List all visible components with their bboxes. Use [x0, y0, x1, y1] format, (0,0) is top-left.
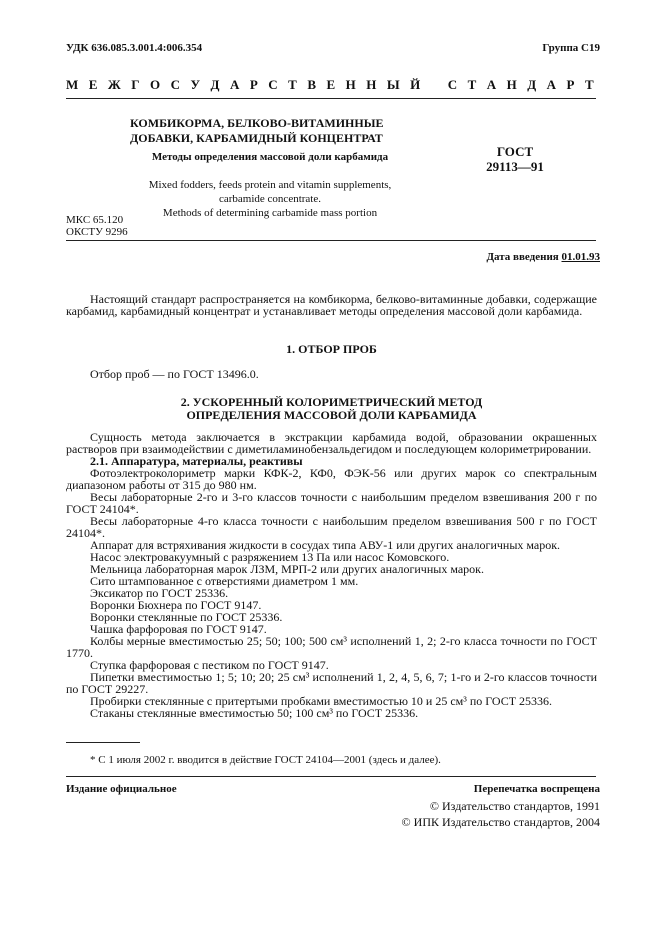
equipment-item: Ступка фарфоровая с пестиком по ГОСТ 9147.	[90, 658, 329, 672]
intro-date	[486, 251, 600, 263]
gost-code: 29113—91	[486, 159, 544, 174]
standard-banner	[66, 77, 596, 93]
equipment-item: Колбы мерные вместимостью 25; 50; 100; 500 см³ исполнений 1, 2; 2-го класса точности по ГОСТ 1770.	[66, 634, 597, 660]
equipment-item: Пипетки вместимостью 1; 5; 10; 20; 25 см³ исполнений 1, 2, 4, 5, 6, 7; 1-го и 2-го классов точности по ГОСТ 29227.	[66, 670, 597, 696]
banner-letter: Т	[288, 77, 299, 92]
english-title-line-2: carbamide concentrate.	[219, 193, 321, 205]
banner-letter: Н	[366, 77, 379, 92]
official-edition-label: Издание официальное	[66, 783, 177, 795]
banner-letter: О	[150, 77, 163, 92]
banner-letter: Д	[210, 77, 222, 92]
banner-letter: В	[307, 77, 318, 92]
header-rule	[66, 98, 596, 99]
banner-letter: Р	[249, 77, 260, 92]
banner-letter: С	[447, 77, 460, 92]
banner-letter: У	[190, 77, 203, 92]
intro-date-value: 01.01.93	[561, 251, 600, 263]
footnote-rule	[66, 742, 140, 743]
banner-letter: Н	[345, 77, 358, 92]
banner-letter: А	[546, 77, 559, 92]
equipment-item: Чашка фарфоровая по ГОСТ 9147.	[90, 622, 267, 636]
intro-date-label: Дата введения	[486, 251, 562, 263]
section-1-title: 1. ОТБОР ПРОБ	[286, 342, 377, 356]
banner-letter: С	[170, 77, 183, 92]
essence-paragraph: Сущность метода заключается в экстракции карбамида водой, образовании окрашенных растворов при взаимодействии с диметиламинобензальдегидом и последующем колориметрировании.	[66, 430, 597, 456]
copyright-2004: © ИПК Издательство стандартов, 2004	[401, 815, 600, 829]
equipment-item: Воронки стеклянные по ГОСТ 25336.	[90, 610, 283, 624]
equipment-item: Насос электровакуумный с разряжением 13 Па или насос Комовского.	[90, 550, 450, 564]
banner-letter: Й	[410, 77, 423, 92]
banner-letter: Т	[467, 77, 479, 92]
group-code: Группа С19	[542, 42, 600, 54]
equipment-item: Эксикатор по ГОСТ 25336.	[90, 586, 229, 600]
banner-letter: С	[268, 77, 280, 92]
banner-letter: А	[229, 77, 242, 92]
title-line-2: ДОБАВКИ, КАРБАМИДНЫЙ КОНЦЕНТРАТ	[130, 131, 383, 145]
banner-letter: А	[486, 77, 499, 92]
copyright-1991: © Издательство стандартов, 1991	[429, 799, 600, 813]
banner-letter: Ж	[107, 77, 123, 92]
banner-letter: Д	[527, 77, 539, 92]
banner-letter: Г	[131, 77, 142, 92]
banner-letter: Т	[584, 77, 596, 92]
gost-number	[460, 144, 570, 174]
footnote: * С 1 июля 2002 г. вводится в действие ГОСТ 24104—2001 (здесь и далее).	[90, 754, 441, 766]
subsection-2-1-title: 2.1. Аппаратура, материалы, реактивы	[90, 454, 303, 468]
footer-rule	[66, 776, 596, 777]
banner-letter: Е	[88, 77, 100, 92]
english-title-line-1: Mixed fodders, feeds protein and vitamin supplements,	[148, 179, 392, 191]
section-2-title	[66, 396, 597, 422]
equipment-item: Аппарат для встряхивания жидкости в сосудах типа АВУ-1 или других аналогичных марок.	[90, 538, 561, 552]
mks-code: МКС 65.120	[66, 214, 124, 226]
equipment-item: Воронки Бюхнера по ГОСТ 9147.	[90, 598, 262, 612]
udk-code: УДК 636.085.3.001.4:006.354	[66, 42, 203, 54]
equipment-item: Сито штампованное с отверстиями диаметром 1 мм.	[90, 574, 359, 588]
title-line-1: КОМБИКОРМА, БЕЛКОВО-ВИТАМИННЫЕ	[130, 116, 384, 130]
banner-letter: Р	[566, 77, 577, 92]
equipment-item: Стаканы стеклянные вместимостью 50; 100 см³ по ГОСТ 25336.	[90, 706, 419, 720]
equipment-item: Весы лабораторные 4-го класса точности с наибольшим пределом взвешивания 500 г по ГОСТ 24104*.	[66, 514, 597, 540]
english-title	[130, 178, 410, 220]
gost-label: ГОСТ	[496, 144, 534, 159]
english-title-line-3: Methods of determining carbamide mass portion	[162, 207, 378, 219]
banner-letter: Ы	[386, 77, 402, 92]
title-rule	[66, 240, 596, 241]
reprint-notice: Перепечатка воспрещена	[473, 783, 600, 795]
banner-letter: Е	[326, 77, 338, 92]
section-1-text: Отбор проб — по ГОСТ 13496.0.	[90, 367, 259, 381]
equipment-item: Весы лабораторные 2-го и 3-го классов точности с наибольшим пределом взвешивания 200 г по ГОСТ 24104*.	[66, 490, 597, 516]
equipment-item: Мельница лабораторная марок ЛЗМ, МРП-2 или других аналогичных марок.	[90, 562, 484, 576]
equipment-item: Пробирки стеклянные с притертыми пробками вместимостью 10 и 25 см³ по ГОСТ 25336.	[90, 694, 553, 708]
banner-letter: М	[66, 77, 81, 92]
equipment-list	[66, 467, 597, 719]
section-2-title-line-1: 2. УСКОРЕННЫЙ КОЛОРИМЕТРИЧЕСКИЙ МЕТОД	[180, 395, 483, 409]
equipment-item: Фотоэлектроколориметр марки КФК-2, КФ0, ФЭК-56 или других марок со спектральным диапазоном работы от 315 до 980 нм.	[66, 466, 597, 492]
document-title	[130, 116, 420, 146]
section-2-title-line-2: ОПРЕДЕЛЕНИЯ МАССОВОЙ ДОЛИ КАРБАМИДА	[186, 408, 477, 422]
methods-subtitle: Методы определения массовой доли карбамида	[151, 151, 389, 163]
okstu-code: ОКСТУ 9296	[66, 226, 128, 238]
section-2-body	[66, 431, 597, 719]
banner-letter: Н	[506, 77, 519, 92]
intro-paragraph: Настоящий стандарт распространяется на комбикорма, белково-витаминные добавки, содержащие карбамид, карбамидный концентрат и устанавливает методы определения массовой доли карбамида.	[66, 292, 597, 318]
classification-codes	[66, 214, 128, 238]
